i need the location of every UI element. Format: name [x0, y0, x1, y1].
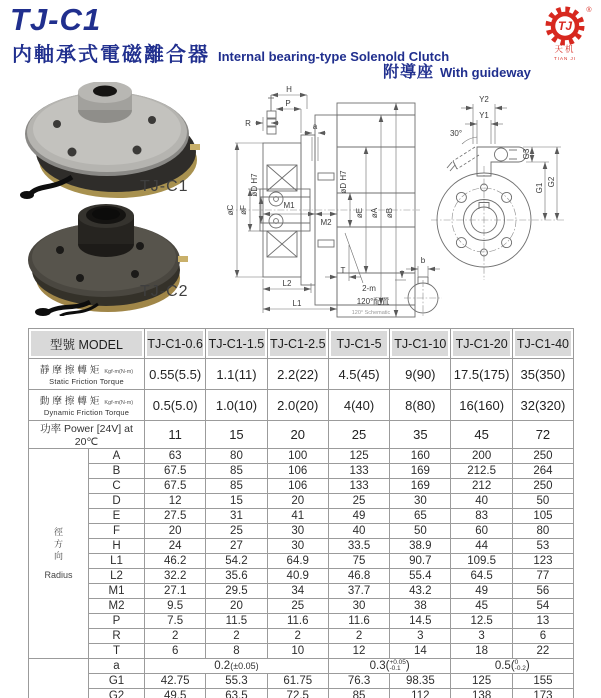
model-cell: [145, 329, 206, 359]
tolerance-cell: 0.3( +0.05 -0.1 ): [328, 659, 451, 674]
dim-row: [29, 584, 574, 599]
dim-value: 6: [512, 629, 573, 644]
empty-group-cell: [29, 659, 89, 698]
dim-value: 27.1: [145, 584, 206, 599]
spec-label-zh: 動摩擦轉矩 Kgf-m(N-m): [39, 396, 134, 407]
dim-p: P: [285, 99, 291, 108]
model-label: TJ-C1-0.6: [147, 331, 203, 356]
dim-value: 55.4: [390, 569, 451, 584]
dim-name: E: [89, 509, 145, 524]
dim-value: 64.9: [267, 554, 328, 569]
dim-value: 264: [512, 464, 573, 479]
spec-row: [29, 359, 574, 390]
dim-value: 14: [390, 644, 451, 659]
dim-value: 31: [206, 509, 267, 524]
dim-value: 160: [390, 449, 451, 464]
model-label: TJ-C1-1.5: [208, 331, 264, 356]
dim-value: 250: [512, 479, 573, 494]
dim-m1: M1: [283, 201, 295, 210]
dim-row: [29, 599, 574, 614]
spec-value: 17.5(175): [451, 359, 512, 390]
dim-value: 90.7: [390, 554, 451, 569]
dim-value: 9.5: [145, 599, 206, 614]
dim-value: 123: [512, 554, 573, 569]
dim-value: 18: [451, 644, 512, 659]
dim-value: 15: [206, 494, 267, 509]
dim-a-gap: a: [312, 122, 318, 131]
spec-value: 20: [267, 421, 328, 449]
spec-value: 15: [206, 421, 267, 449]
dim-value: 42.75: [145, 674, 206, 689]
radius-label-zh: 徑方向: [53, 527, 63, 563]
model-label: TJ-C1-40: [515, 331, 571, 356]
dim-row: [29, 509, 574, 524]
dim-value: 40: [328, 524, 389, 539]
dim-row: [29, 554, 574, 569]
dim-value: 212: [451, 479, 512, 494]
page-title: TJ-C1: [10, 2, 102, 37]
spec-value: 32(320): [512, 390, 573, 421]
dim-value: 83: [451, 509, 512, 524]
dim-name: M1: [89, 584, 145, 599]
spec-label-cell: [29, 359, 145, 390]
tolerance-cell: 0.5( 0 -0.2 ): [451, 659, 574, 674]
spec-value: 16(160): [451, 390, 512, 421]
dim-m2: M2: [320, 218, 332, 227]
dim-name: G1: [89, 674, 145, 689]
dim-value: 67.5: [145, 479, 206, 494]
model-label: TJ-C1-5: [331, 331, 387, 356]
dim-value: 25: [328, 494, 389, 509]
dim-of: øF: [239, 205, 248, 215]
spec-label-cell: [29, 390, 145, 421]
dim-g2: G2: [547, 176, 556, 188]
dim-row: [29, 539, 574, 554]
spec-value: 0.55(5.5): [145, 359, 206, 390]
model-cell: [451, 329, 512, 359]
dim-value: 155: [512, 674, 573, 689]
dim-value: 22: [512, 644, 573, 659]
dim-value: 63.5: [206, 689, 267, 698]
dim-b: b: [420, 256, 426, 265]
spec-row: [29, 421, 574, 449]
dim-name: F: [89, 524, 145, 539]
dim-value: 49: [451, 584, 512, 599]
dim-value: 50: [390, 524, 451, 539]
dim-value: 3: [451, 629, 512, 644]
dim-row: [29, 629, 574, 644]
spec-value: 0.5(5.0): [145, 390, 206, 421]
guideway-chinese: 附導座: [383, 64, 435, 81]
dim-value: 14.5: [390, 614, 451, 629]
dim-value: 53: [512, 539, 573, 554]
note-holes: 2-m: [362, 284, 376, 293]
dim-name: a: [89, 659, 145, 674]
spec-value: 45: [451, 421, 512, 449]
model-label: TJ-C1-2.5: [270, 331, 326, 356]
logo-name-english: TIAN JI: [553, 56, 577, 61]
spec-row: [29, 390, 574, 421]
radius-label-en: Radius: [44, 570, 73, 580]
brand-logo: [538, 2, 596, 62]
spec-label-en: Static Friction Torque: [49, 377, 124, 386]
dim-value: 72.5: [267, 689, 328, 698]
dim-value: 169: [390, 464, 451, 479]
dim-value: 20: [267, 494, 328, 509]
spec-value: 25: [328, 421, 389, 449]
dim-value: 12.5: [451, 614, 512, 629]
dim-value: 2: [206, 629, 267, 644]
spec-value: 4.5(45): [328, 359, 389, 390]
dim-l2: L2: [282, 279, 292, 288]
dim-r: R: [245, 119, 251, 128]
dim-value: 125: [328, 449, 389, 464]
spec-value: 8(80): [390, 390, 451, 421]
dim-value: 2: [145, 629, 206, 644]
dim-value: 40: [451, 494, 512, 509]
dim-row: [29, 479, 574, 494]
dim-name: T: [89, 644, 145, 659]
dim-name: B: [89, 464, 145, 479]
dim-value: 6: [145, 644, 206, 659]
logo-monogram: TJ: [557, 19, 573, 33]
dim-value: 76.3: [328, 674, 389, 689]
spec-value: 35(350): [512, 359, 573, 390]
spec-value: 2.2(22): [267, 359, 328, 390]
dim-value: 112: [390, 689, 451, 698]
dim-value: 54: [512, 599, 573, 614]
dim-value: 80: [512, 524, 573, 539]
model-header-cell: [29, 329, 145, 359]
dim-g1: G1: [535, 182, 544, 194]
dim-angle-30: 30°: [449, 129, 463, 138]
dim-value: 133: [328, 479, 389, 494]
dim-value: 125: [451, 674, 512, 689]
dim-value: 105: [512, 509, 573, 524]
dim-value: 98.35: [390, 674, 451, 689]
dim-value: 100: [267, 449, 328, 464]
dim-value: 8: [206, 644, 267, 659]
dim-y1: Y1: [479, 111, 489, 120]
dim-value: 77: [512, 569, 573, 584]
dim-value: 11.6: [328, 614, 389, 629]
dim-value: 30: [267, 539, 328, 554]
dim-value: 38.9: [390, 539, 451, 554]
dim-t: T: [340, 266, 346, 275]
dim-value: 40.9: [267, 569, 328, 584]
model-cell: [328, 329, 389, 359]
dim-value: 32.2: [145, 569, 206, 584]
dim-value: 30: [267, 524, 328, 539]
spec-label-zh: 靜摩擦轉矩 Kgf-m(N-m): [39, 365, 134, 376]
dim-value: 85: [206, 479, 267, 494]
dim-value: 30: [328, 599, 389, 614]
dim-h: H: [286, 85, 292, 94]
dim-l1: L1: [292, 299, 302, 308]
dim-name: H: [89, 539, 145, 554]
spec-table-section: [28, 328, 574, 698]
dim-value: 20: [145, 524, 206, 539]
dim-y2: Y2: [479, 95, 489, 104]
dim-value: 200: [451, 449, 512, 464]
dim-value: 13: [512, 614, 573, 629]
dim-row: [29, 689, 574, 698]
dim-oc: øC: [226, 204, 235, 216]
spec-value: 2.0(20): [267, 390, 328, 421]
dim-value: 35.6: [206, 569, 267, 584]
dim-value: 11.6: [267, 614, 328, 629]
spec-value: 4(40): [328, 390, 389, 421]
dim-value: 212.5: [451, 464, 512, 479]
dim-value: 12: [328, 644, 389, 659]
dim-row: [29, 569, 574, 584]
dim-value: 34: [267, 584, 328, 599]
dim-value: 75: [328, 554, 389, 569]
dim-value: 49: [328, 509, 389, 524]
model-cell: [390, 329, 451, 359]
model-header-label: 型號 MODEL: [31, 331, 142, 356]
dim-value: 29.5: [206, 584, 267, 599]
spec-label-en: Dynamic Friction Torque: [43, 408, 130, 417]
dim-value: 67.5: [145, 464, 206, 479]
spec-value: 72: [512, 421, 573, 449]
dim-value: 55.3: [206, 674, 267, 689]
dim-oa: øA: [370, 207, 379, 219]
dim-name: P: [89, 614, 145, 629]
dim-value: 43.2: [390, 584, 451, 599]
dim-row: [29, 464, 574, 479]
tolerance-cell: 0.2(±0.05): [145, 659, 329, 674]
dim-name: D: [89, 494, 145, 509]
note-angle-en: 120° Schematic: [351, 310, 391, 316]
model-header-row: [29, 329, 574, 359]
dim-value: 44: [451, 539, 512, 554]
radius-group-cell: [29, 449, 89, 659]
guideway-heading: [383, 59, 531, 82]
dim-value: 138: [451, 689, 512, 698]
dim-row: [29, 449, 574, 464]
logo-name-chinese: 天机: [554, 44, 576, 54]
dim-value: 2: [328, 629, 389, 644]
spec-value: 1.1(11): [206, 359, 267, 390]
spec-value: 1.0(10): [206, 390, 267, 421]
dim-value: 49.5: [145, 689, 206, 698]
dim-value: 25: [206, 524, 267, 539]
photo-label-tj-c1: TJ-C1: [140, 178, 189, 195]
dim-value: 64.5: [451, 569, 512, 584]
dim-value: 45: [451, 599, 512, 614]
dim-value: 46.8: [328, 569, 389, 584]
spec-value: 35: [390, 421, 451, 449]
spec-value: 11: [145, 421, 206, 449]
photo-label-tj-c2: TJ-C2: [140, 283, 189, 300]
dim-value: 133: [328, 464, 389, 479]
table-body: [29, 329, 574, 698]
model-cell: [512, 329, 573, 359]
dim-value: 37.7: [328, 584, 389, 599]
registered-mark: ®: [586, 7, 592, 14]
dim-name: A: [89, 449, 145, 464]
dim-name: C: [89, 479, 145, 494]
spec-value: 9(90): [390, 359, 451, 390]
dim-value: 20: [206, 599, 267, 614]
dim-value: 56: [512, 584, 573, 599]
dim-value: 11.5: [206, 614, 267, 629]
dim-name: M2: [89, 599, 145, 614]
dim-ob: øB: [385, 207, 394, 219]
dim-value: 169: [390, 479, 451, 494]
dim-row: [29, 644, 574, 659]
dim-od-left: øD H7: [250, 173, 259, 197]
dim-value: 7.5: [145, 614, 206, 629]
tolerance-row: [29, 659, 574, 674]
model-label: TJ-C1-20: [453, 331, 509, 356]
dim-value: 38: [390, 599, 451, 614]
guideway-english: With guideway: [440, 65, 531, 80]
dim-oe: øE: [355, 207, 364, 219]
dim-value: 27.5: [145, 509, 206, 524]
dim-value: 50: [512, 494, 573, 509]
dim-value: 46.2: [145, 554, 206, 569]
dim-value: 61.75: [267, 674, 328, 689]
dim-value: 12: [145, 494, 206, 509]
dim-g3: G3: [522, 148, 531, 160]
dim-value: 106: [267, 464, 328, 479]
dim-value: 80: [206, 449, 267, 464]
dim-value: 10: [267, 644, 328, 659]
dim-name: L1: [89, 554, 145, 569]
dim-od-right: øD H7: [339, 170, 348, 194]
spec-table: [28, 328, 574, 698]
dim-name: G2: [89, 689, 145, 698]
dim-value: 60: [451, 524, 512, 539]
dim-value: 250: [512, 449, 573, 464]
dim-value: 24: [145, 539, 206, 554]
dim-value: 85: [206, 464, 267, 479]
dim-value: 3: [390, 629, 451, 644]
dim-value: 65: [390, 509, 451, 524]
dim-name: R: [89, 629, 145, 644]
dim-row: [29, 524, 574, 539]
dim-value: 106: [267, 479, 328, 494]
spec-label-cell: 功率 Power [24V] at 20℃: [29, 421, 145, 449]
dim-row: [29, 674, 574, 689]
dim-value: 54.2: [206, 554, 267, 569]
model-label: TJ-C1-10: [392, 331, 448, 356]
dim-value: 173: [512, 689, 573, 698]
subtitle-english: Internal bearing-type Solenold Clutch: [218, 49, 450, 64]
model-cell: [206, 329, 267, 359]
model-cell: [267, 329, 328, 359]
dim-value: 33.5: [328, 539, 389, 554]
dim-value: 2: [267, 629, 328, 644]
dim-value: 109.5: [451, 554, 512, 569]
dim-value: 27: [206, 539, 267, 554]
keyway-detail-drawing: [392, 254, 452, 320]
dim-value: 63: [145, 449, 206, 464]
dim-row: [29, 614, 574, 629]
note-angle-zh: 120°配置: [356, 297, 390, 306]
dim-value: 25: [267, 599, 328, 614]
dim-value: 85: [328, 689, 389, 698]
dim-value: 30: [390, 494, 451, 509]
dim-name: L2: [89, 569, 145, 584]
dim-value: 41: [267, 509, 328, 524]
subtitle-chinese: 内軸承式電磁離合器: [12, 44, 210, 66]
dim-row: [29, 494, 574, 509]
